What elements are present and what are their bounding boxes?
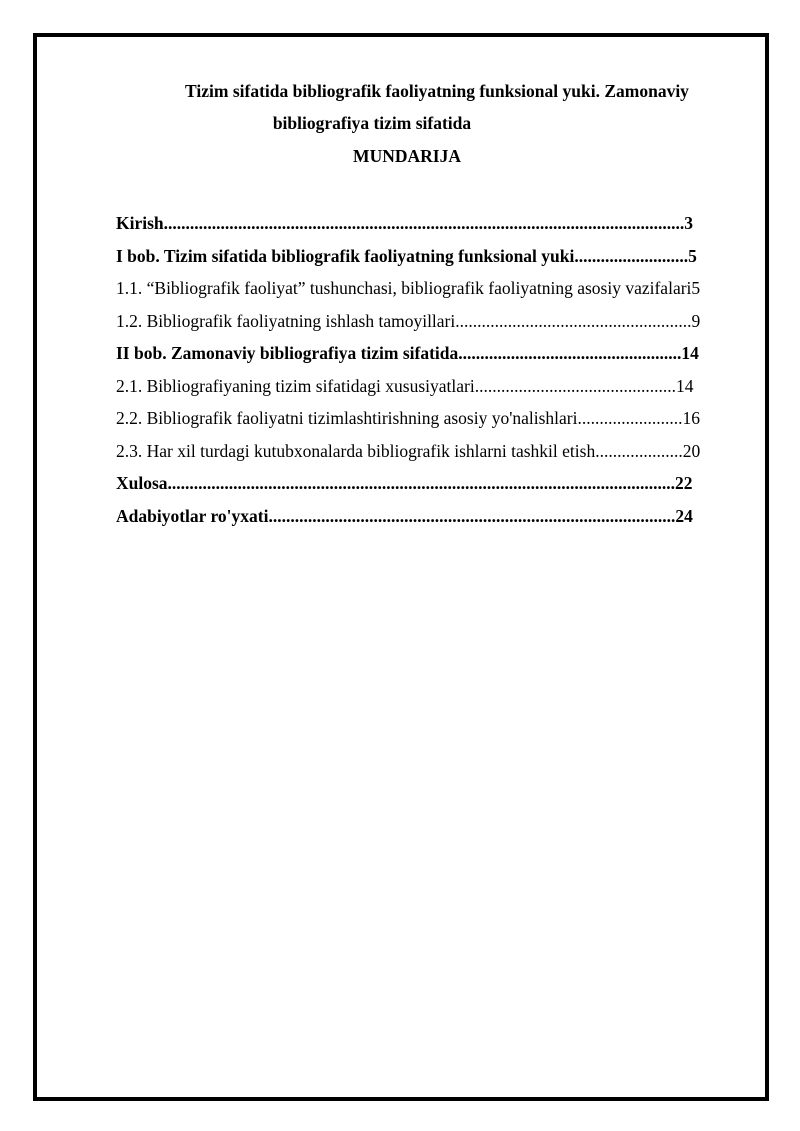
table-of-contents <box>116 209 746 534</box>
toc-entry-text: 1.2. Bibliografik faoliyatning ishlash tamoyillari......................................................9 <box>116 310 701 331</box>
toc-entry-section-2-3[interactable] <box>116 437 746 470</box>
page-border <box>33 33 769 1101</box>
document-title-line-1: Tizim sifatida bibliografik faoliyatning funksional yuki. Zamonaviy <box>185 81 689 101</box>
toc-entry-kirish[interactable] <box>116 209 746 242</box>
document-title-line-2: bibliografiya tizim sifatida <box>272 113 472 133</box>
toc-entry-bibliography[interactable] <box>116 502 746 535</box>
toc-entry-text: Xulosa....................................................................................................................22 <box>116 473 693 493</box>
toc-entry-text: 2.1. Bibliografiyaning tizim sifatidagi xususiyatlari..............................................14 <box>116 375 694 396</box>
toc-entry-text: 2.3. Har xil turdagi kutubxonalarda bibliografik ishlarni tashkil etish....................20 <box>116 440 701 461</box>
toc-entry-chapter-1[interactable] <box>116 242 746 275</box>
toc-entry-text: Adabiyotlar ro'yxati.............................................................................................24 <box>116 505 693 526</box>
toc-entry-text: Kirish.......................................................................................................................3 <box>116 213 694 233</box>
toc-entry-section-1-1[interactable] <box>116 274 746 307</box>
toc-entry-section-2-1[interactable] <box>116 372 746 405</box>
toc-entry-text: 1.1. “Bibliografik faoliyat” tushunchasi, bibliografik faoliyatning asosiy vazifalari5 <box>116 278 701 298</box>
toc-entry-section-1-2[interactable] <box>116 307 746 340</box>
toc-entry-text: 2.2. Bibliografik faoliyatni tizimlashtirishning asosiy yo'nalishlari........................16 <box>116 408 700 428</box>
toc-entry-section-2-2[interactable] <box>116 404 746 437</box>
toc-entry-chapter-2[interactable] <box>116 339 746 372</box>
toc-entry-text: II bob. Zamonaviy bibliografiya tizim sifatida...................................................14 <box>116 343 699 363</box>
toc-entry-xulosa[interactable] <box>116 469 746 502</box>
toc-entry-text: I bob. Tizim sifatida bibliografik faoliyatning funksional yuki..........................5 <box>116 245 697 266</box>
contents-heading: MUNDARIJA <box>353 146 461 166</box>
